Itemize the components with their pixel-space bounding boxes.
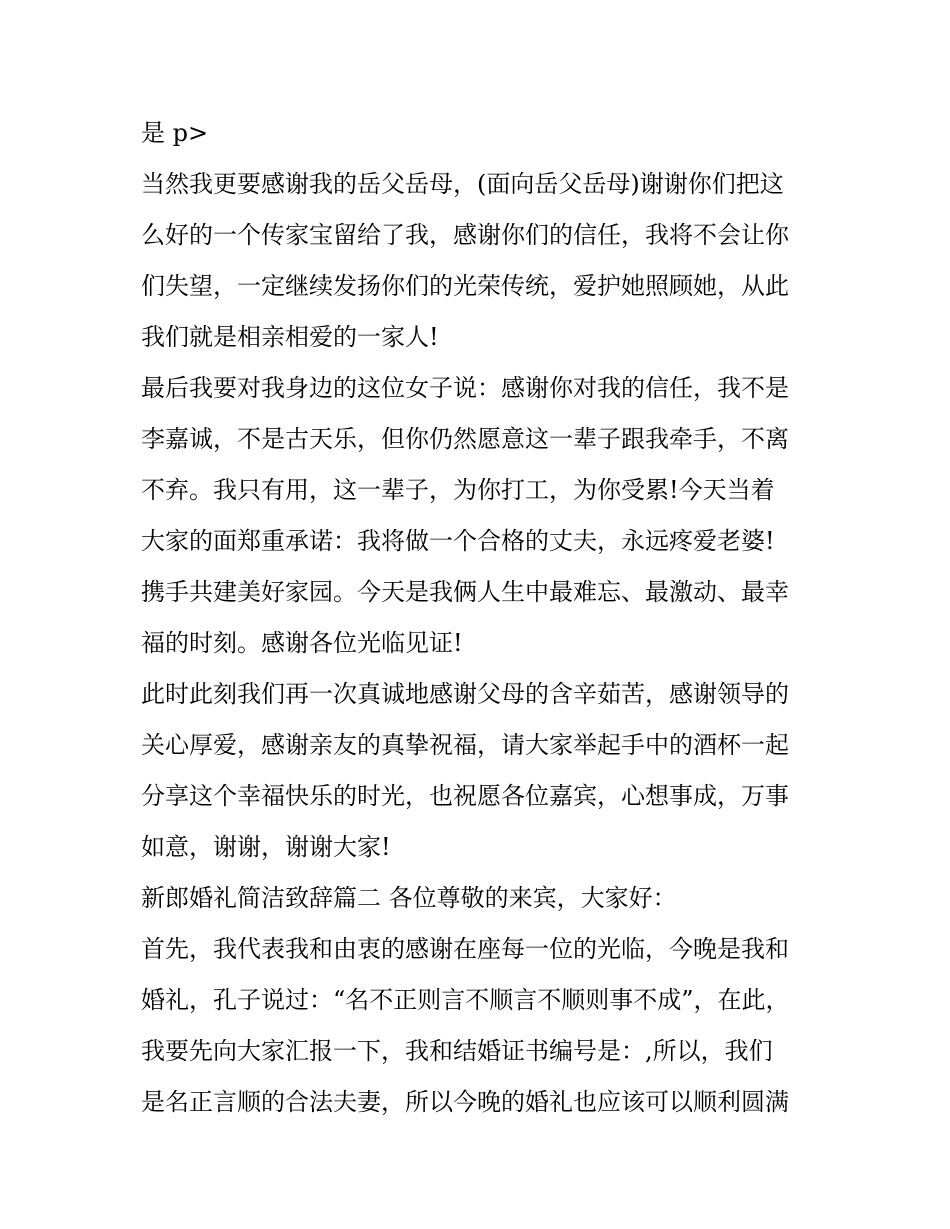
text-line-13: 关心厚爱，感谢亲友的真挚祝福，请大家举起手中的酒杯一起 (141, 731, 789, 759)
text-line-14: 分享这个幸福快乐的时光，也祝愿各位嘉宾，心想事成，万事 (141, 782, 789, 810)
text-line-3: 么好的一个传家宝留给了我，感谢你们的信任，我将不会让你 (141, 221, 789, 249)
text-line-5: 我们就是相亲相爱的一家人! (141, 323, 439, 351)
text-line-8: 不弃。我只有用，这一辈子，为你打工，为你受累!今天当着 (141, 476, 775, 504)
text-line-6: 最后我要对我身边的这位女子说：感谢你对我的信任，我不是 (141, 374, 789, 402)
text-line-10: 携手共建美好家园。今天是我俩人生中最难忘、最激动、最幸 (141, 578, 789, 606)
text-line-17: 首先，我代表我和由衷的感谢在座每一位的光临，今晚是我和 (141, 935, 789, 963)
text-line-20: 是名正言顺的合法夫妻，所以今晚的婚礼也应该可以顺利圆满 (141, 1088, 789, 1116)
text-line-19: 我要先向大家汇报一下，我和结婚证书编号是：,所以，我们 (141, 1037, 773, 1065)
text-line-7: 李嘉诚，不是古天乐，但你仍然愿意这一辈子跟我牵手，不离 (141, 425, 789, 453)
text-line-9: 大家的面郑重承诺：我将做一个合格的丈夫，永远疼爱老婆! (141, 527, 775, 555)
text-line-15: 如意，谢谢，谢谢大家! (141, 833, 391, 861)
text-line-18: 婚礼，孔子说过：“名不正则言不顺言不顺则事不成”，在此， (141, 986, 790, 1014)
document-body (141, 108, 813, 1128)
text-line-4: 们失望，一定继续发扬你们的光荣传统，爱护她照顾她，从此 (141, 272, 789, 300)
text-line-11: 福的时刻。感谢各位光临见证! (141, 629, 463, 657)
text-line-1: 是 p> (141, 119, 209, 147)
text-line-2: 当然我更要感谢我的岳父岳母，(面向岳父岳母)谢谢你们把这 (141, 170, 784, 198)
section-heading: 新郎婚礼简洁致辞篇二 各位尊敬的来宾，大家好： (141, 884, 677, 912)
text-line-12: 此时此刻我们再一次真诚地感谢父母的含辛茹苦，感谢领导的 (141, 680, 789, 708)
